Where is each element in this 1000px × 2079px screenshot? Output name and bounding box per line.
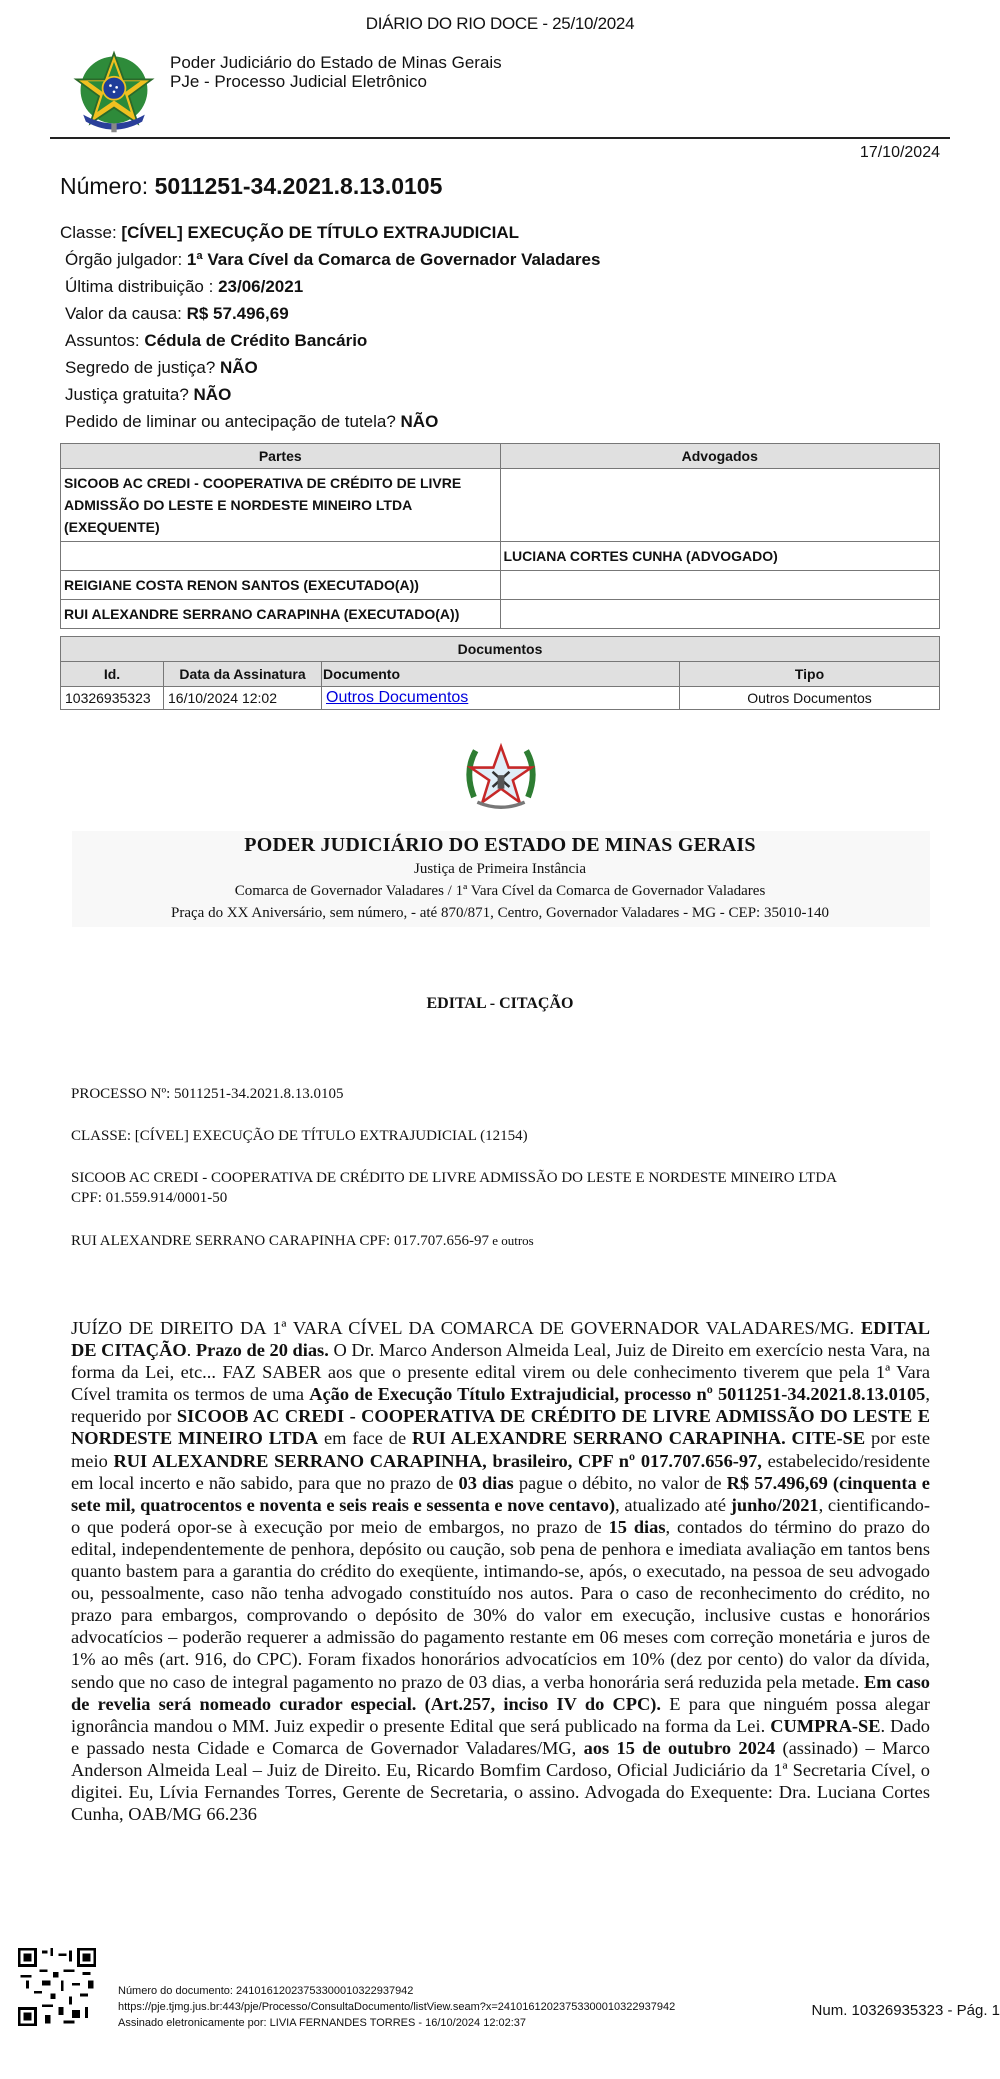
meta-value: NÃO (400, 412, 439, 431)
edital-body-segment: Ação de Execução Título Extrajudicial, processo nº (309, 1384, 713, 1405)
edital-body-segment: 5011251-34.2021.8.13.0105 (712, 1384, 926, 1405)
lawyer-cell: LUCIANA CORTES CUNHA (ADVOGADO) (500, 542, 940, 571)
meta-classe (60, 219, 600, 246)
edital-executado-suffix: e outros (488, 1233, 534, 1248)
meta-value: NÃO (220, 358, 258, 377)
table-row (61, 542, 940, 571)
meta-value: 23/06/2021 (218, 277, 304, 296)
edital-body-segment: JUÍZO DE DIREITO DA 1ª VARA CÍVEL DA COMARCA DE GOVERNADOR VALADARES/MG. (71, 1318, 861, 1338)
meta-orgao (60, 246, 600, 273)
table-row (61, 571, 940, 600)
edital-body-segment: O Dr. Marco Anderson Almeida Leal, Juiz de Direito em exercício nesta Vara, na forma da Lei, etc... FAZ SABER aos que o presente edital virem ou dele conhecimento tiverem que pela 1ª Vara Cível tramita os termos de uma (71, 1340, 931, 1405)
party-cell: REIGIANE COSTA RENON SANTOS (EXECUTADO(A)) (61, 571, 501, 600)
meta-label: Segredo de justiça? (65, 358, 220, 377)
edital-body-segment: RUI ALEXANDRE SERRANO CARAPINHA. CITE-SE (412, 1428, 866, 1449)
edital-body-segment: Em caso de revelia será nomeado curador especial. (Art.257, inciso IV do CPC). (71, 1671, 930, 1714)
meta-valor (60, 300, 600, 327)
footer-document-number: Número do documento: 24101612023753300010322937942 (118, 1985, 414, 1997)
lawyer-cell (500, 469, 940, 542)
edital-body-segment: CUMPRA-SE (770, 1715, 881, 1736)
meta-value: NÃO (193, 385, 232, 404)
documents-table (60, 636, 940, 710)
edital-exequente-cpf: CPF: 01.559.914/0001-50 (71, 1190, 228, 1206)
edital-body-segment: , cientificando-o que poderá opor-se à execução por meio de embargos, no prazo de (71, 1494, 931, 1537)
doc-date-cell: 16/10/2024 12:02 (164, 687, 322, 710)
edital-body-text (71, 1317, 930, 1825)
edital-body-segment: , atualizado até (615, 1494, 731, 1515)
document-link[interactable]: Outros Documentos (326, 689, 469, 706)
doc-id-cell: 10326935323 (61, 687, 164, 710)
meta-value: 1ª Vara Cível da Comarca de Governador Valadares (186, 250, 601, 269)
party-cell (61, 542, 501, 571)
edital-body-segment: . (186, 1340, 196, 1361)
party-cell: RUI ALEXANDRE SERRANO CARAPINHA (EXECUTADO(A)) (61, 600, 501, 629)
meta-label: Última distribuição : (65, 277, 219, 296)
header-divider (50, 137, 950, 139)
lawyer-cell (500, 571, 940, 600)
edital-body-segment: pague o débito, no valor de (513, 1472, 727, 1493)
diario-header: DIÁRIO DO RIO DOCE - 25/10/2024 (365, 14, 635, 33)
meta-label: Pedido de liminar ou antecipação de tutela? (65, 412, 401, 431)
process-number-label: Número: (60, 173, 155, 199)
edital-executado (71, 1233, 534, 1250)
meta-label: Classe: (60, 223, 122, 242)
column-header-partes: Partes (61, 444, 501, 469)
qr-code-icon (18, 1948, 96, 2026)
edital-body-segment: 15 dias (608, 1516, 666, 1537)
edital-body-segment: 03 dias (458, 1472, 514, 1493)
meta-gratuita (60, 381, 600, 408)
edital-exequente: SICOOB AC CREDI - COOPERATIVA DE CRÉDITO DE LIVRE ADMISSÃO DO LESTE E NORDESTE MINEIRO LTDA (71, 1170, 837, 1186)
meta-liminar (60, 408, 600, 435)
edital-body-segment: RUI ALEXANDRE SERRANO CARAPINHA, brasileiro, CPF nº 017.707.656-97, (113, 1450, 762, 1471)
court-comarca: Comarca de Governador Valadares / 1ª Vara Cível da Comarca de Governador Valadares (234, 883, 766, 899)
meta-label: Assuntos: (65, 331, 145, 350)
edital-processo: PROCESSO Nº: 5011251-34.2021.8.13.0105 (71, 1086, 344, 1102)
edital-body-segment: , requerido por (71, 1384, 930, 1427)
page-number: Num. 10326935323 - Pág. 1 (811, 2002, 1000, 2019)
column-header-documento: Documento (322, 662, 680, 687)
edital-body-segment: (assinado) – Marco Anderson Almeida Leal – Juiz de Direito. Eu, Ricardo Bomfim Cardoso, Oficial Judiciário da 1ª Secretaria Cível, o digitei. Eu, Lívia Fernandes Torres, Gerente de Secretaria, o assino. Advogada do Exequente: Dra. Luciana Cortes Cunha, OAB/MG 66.236 (71, 1737, 930, 1825)
court-title: PODER JUDICIÁRIO DO ESTADO DE MINAS GERAIS (244, 834, 756, 856)
doc-link-cell (322, 687, 680, 710)
lawyer-cell (500, 600, 940, 629)
court-instance: Justiça de Primeira Instância (413, 861, 587, 877)
meta-label: Valor da causa: (65, 304, 187, 323)
header-line-2: PJe - Processo Judicial Eletrônico (170, 72, 428, 91)
footer-document-url[interactable]: https://pje.tjmg.jus.br:443/pje/Processo/ConsultaDocumento/listView.seam?x=24101612023753300010322937942 (118, 2001, 676, 2013)
meta-value: [CÍVEL] EXECUÇÃO DE TÍTULO EXTRAJUDICIAL (121, 223, 520, 242)
meta-assuntos (60, 327, 600, 354)
edital-title: EDITAL - CITAÇÃO (426, 995, 574, 1012)
parties-table (60, 443, 940, 629)
edital-body-segment: . Dado e passado nesta Cidade e Comarca de Governador Valadares/MG, (71, 1715, 930, 1758)
meta-value: R$ 57.496,69 (186, 304, 289, 323)
footer-signature: Assinado eletronicamente por: LIVIA FERNANDES TORRES - 16/10/2024 12:02:37 (118, 2017, 527, 2029)
process-metadata (60, 219, 600, 435)
edital-body-segment: por este meio (71, 1428, 930, 1471)
edital-executado-name: RUI ALEXANDRE SERRANO CARAPINHA CPF: 017.707.656-97 (71, 1233, 489, 1249)
edital-classe: CLASSE: [CÍVEL] EXECUÇÃO DE TÍTULO EXTRAJUDICIAL (12154) (71, 1128, 528, 1144)
edital-body-segment: junho/2021 (730, 1494, 819, 1515)
edital-body-segment: EDITAL DE CITAÇÃO (71, 1318, 930, 1361)
table-row (61, 600, 940, 629)
column-header-advogados: Advogados (500, 444, 940, 469)
process-number (60, 173, 442, 200)
column-header-id: Id. (61, 662, 164, 687)
edital-body-segment: SICOOB AC CREDI - COOPERATIVA DE CRÉDITO DE LIVRE ADMISSÃO DO LESTE E NORDESTE MINEIRO LTDA (71, 1406, 930, 1449)
column-header-data: Data da Assinatura (164, 662, 322, 687)
header-line-1: Poder Judiciário do Estado de Minas Gerais (170, 53, 502, 72)
edital-body-segment: R$ 57.496,69 (cinquenta e sete mil, quatrocentos e noventa e seis reais e sessenta e nove centavo) (71, 1472, 930, 1515)
court-address: Praça do XX Aniversário, sem número, - até 870/871, Centro, Governador Valadares - MG - CEP: 35010-140 (171, 905, 829, 921)
table-row (61, 687, 940, 710)
meta-distribuicao (60, 273, 600, 300)
edital-body-segment: E para que ninguém possa alegar ignorância mandou o MM. Juiz expedir o presente Edital que será publicado na forma da Lei. (71, 1693, 930, 1736)
doc-type-cell: Outros Documentos (680, 687, 940, 710)
meta-label: Justiça gratuita? (65, 385, 194, 404)
brazil-coat-of-arms-icon (70, 46, 158, 134)
meta-label: Órgão julgador: (65, 250, 187, 269)
edital-body-segment: , contados do término do prazo do edital, independentemente de penhora, depósito ou caução, sob pena de penhora e imediata avaliação em tantos bens quanto bastem para a garantia do crédito do exeqüente, intimando-se, após, o executado, na pessoa de seu advogado ou, pessoalmente, caso não tenha advogado constituído nos autos. Para o caso de reconhecimento do crédito, no prazo para embargos, comprovando o depósito de 30% do valor em execução, inclusive custas e honorários advocatícios – poderão requerer a admissão do pagamento restante em 06 meses com correção monetária e juros de 1% ao mês (art. 916, do CPC). Foram fixados honorários advocatícios em 10% (dez por cento) do valor da dívida, sendo que no caso de integral pagamento no prazo de 03 dias, a verba honorária será reduzida pela metade. (71, 1516, 930, 1692)
process-number-value: 5011251-34.2021.8.13.0105 (154, 173, 443, 199)
documents-table-title: Documentos (61, 637, 940, 662)
table-row (61, 469, 940, 542)
minas-gerais-seal-icon (458, 738, 544, 814)
edital-body-segment: Prazo de 20 dias. (195, 1340, 329, 1361)
meta-segredo (60, 354, 600, 381)
party-cell: SICOOB AC CREDI - COOPERATIVA DE CRÉDITO DE LIVRE ADMISSÃO DO LESTE E NORDESTE MINEIRO LTDA (EXEQUENTE) (61, 469, 501, 542)
header-date: 17/10/2024 (859, 144, 940, 161)
edital-body-segment: aos 15 de outubro 2024 (583, 1737, 776, 1758)
edital-body-segment: em face de (318, 1428, 413, 1449)
meta-value: Cédula de Crédito Bancário (144, 331, 368, 350)
column-header-tipo: Tipo (680, 662, 940, 687)
edital-body-segment: estabelecido/residente em local incerto e não sabido, para que no prazo de (71, 1450, 930, 1493)
